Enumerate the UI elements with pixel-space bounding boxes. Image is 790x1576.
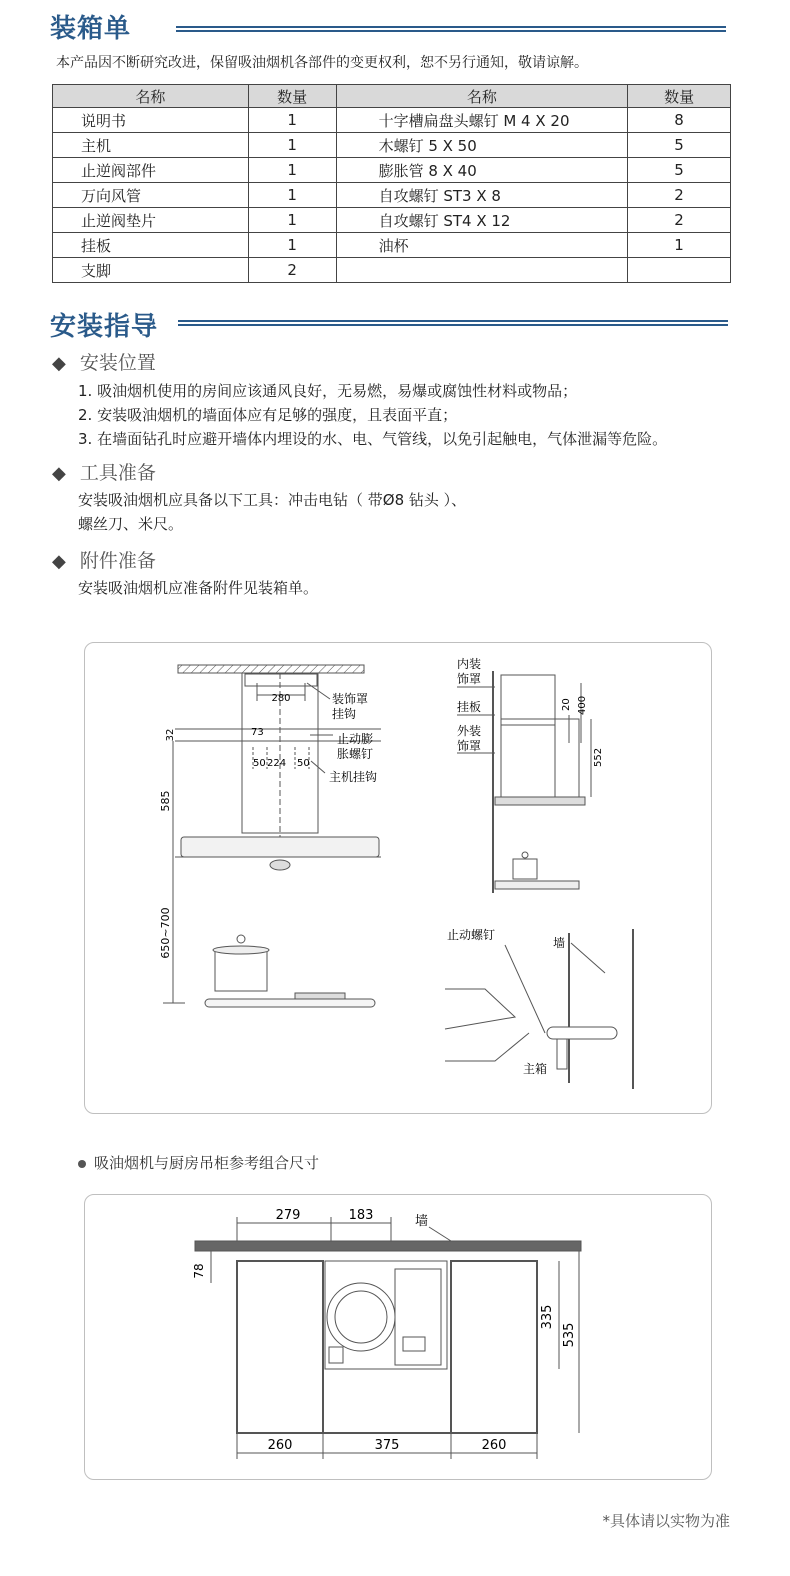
location-heading <box>52 348 156 375</box>
cover-hook-bracket <box>245 674 317 686</box>
guide-title: 安装指导 <box>50 312 159 342</box>
diamond-bullet-icon: ◆ <box>52 353 66 374</box>
dim-335: 335 <box>540 1304 555 1330</box>
label-anchor-1: 止动膨 <box>337 732 374 746</box>
detail-hood-bottom <box>445 1033 529 1061</box>
bullet-dot-icon <box>78 1160 86 1168</box>
packing-notice: 本产品因不断研究改进，保留吸油烟机各部件的变更权利，恕不另行通知，敬请谅解。 <box>56 55 588 71</box>
dim-20: 20 <box>561 698 572 711</box>
cell-qty: 5 <box>628 158 731 183</box>
label-cover-hook-1: 装饰罩 <box>332 692 369 706</box>
dim-78: 78 <box>192 1263 206 1279</box>
tools-heading-text: 工具准备 <box>79 462 156 484</box>
label-wall: 墙 <box>415 1214 429 1229</box>
table-row <box>53 208 731 233</box>
cell-qty: 1 <box>248 158 336 183</box>
dim-260-right: 260 <box>481 1438 507 1453</box>
installation-diagram-panel <box>84 642 712 1114</box>
cell-qty: 1 <box>628 233 731 258</box>
location-heading-text: 安装位置 <box>79 352 156 374</box>
cell-name: 十字槽扁盘头螺钉 M 4 X 20 <box>336 108 628 133</box>
dim-50-right: 50 <box>297 758 310 769</box>
col-header-name-2: 名称 <box>336 85 628 108</box>
side-pot-knob <box>522 852 528 858</box>
leader-line <box>571 943 605 973</box>
label-stop-screw: 止动螺钉 <box>447 928 496 942</box>
label-wall: 墙 <box>553 936 566 950</box>
cell-qty: 1 <box>248 133 336 158</box>
cell-name: 自攻螺钉 ST4 X 12 <box>336 208 628 233</box>
table-row <box>53 258 731 283</box>
pot-knob <box>237 935 245 943</box>
diamond-bullet-icon: ◆ <box>52 463 66 484</box>
stove-top <box>205 999 375 1007</box>
dim-280: 280 <box>271 693 291 704</box>
detail-bracket <box>557 1039 567 1069</box>
cell-qty <box>628 258 731 283</box>
hood-base <box>495 797 585 805</box>
dim-400: 400 <box>577 695 588 715</box>
cell-qty: 2 <box>628 183 731 208</box>
cell-name: 说明书 <box>53 108 249 133</box>
combination-caption-text: 吸油烟机与厨房吊柜参考组合尺寸 <box>94 1154 320 1172</box>
dim-73: 73 <box>251 727 264 738</box>
outer-cover <box>501 719 555 797</box>
table-row <box>53 133 731 158</box>
accessories-heading <box>52 546 156 573</box>
cabinet-diagram <box>85 1195 711 1479</box>
location-item-1: 1. 吸油烟机使用的房间应该通风良好，无易燃，易爆或腐蚀性材料或物品； <box>78 382 578 400</box>
footnote: *具体请以实物为准 <box>602 1512 730 1530</box>
oil-cup <box>270 860 290 870</box>
dim-260-left: 260 <box>267 1438 293 1453</box>
cell-name: 木螺钉 5 X 50 <box>336 133 628 158</box>
location-item-2: 2. 安装吸油烟机的墙面体应有足够的强度，且表面平直； <box>78 406 458 424</box>
diamond-bullet-icon: ◆ <box>52 551 66 572</box>
tools-line-1: 安装吸油烟机应具备以下工具：冲击电钻（ 带Ø8 钻头 ）、 <box>78 491 467 509</box>
label-cover-hook-2: 挂钩 <box>332 707 357 721</box>
cell-qty: 8 <box>628 108 731 133</box>
dim-552: 552 <box>593 747 604 767</box>
side-stove <box>495 881 579 889</box>
dim-32: 32 <box>165 728 176 742</box>
dim-535: 535 <box>562 1322 577 1348</box>
label-plate: 挂板 <box>457 700 482 714</box>
leader-line <box>505 945 545 1033</box>
tools-line-2: 螺丝刀、米尺。 <box>78 515 184 533</box>
packing-title-rule <box>176 26 726 32</box>
fan-inlet <box>335 1291 387 1343</box>
dim-375: 375 <box>374 1438 400 1453</box>
col-header-qty-2: 数量 <box>628 85 731 108</box>
label-main-box: 主箱 <box>523 1062 548 1076</box>
packing-table <box>52 84 731 283</box>
combination-caption <box>78 1152 319 1173</box>
pot <box>215 951 267 991</box>
cell-name: 挂板 <box>53 233 249 258</box>
cell-qty: 2 <box>628 208 731 233</box>
hood-body <box>501 719 579 797</box>
inner-cover <box>501 675 555 725</box>
cell-name <box>336 258 628 283</box>
location-item-3: 3. 在墙面钻孔时应避开墙体内埋设的水、电、气管线，以免引起触电，气体泄漏等危险。 <box>78 430 668 448</box>
packing-table-header <box>53 85 731 108</box>
cell-qty: 2 <box>248 258 336 283</box>
cell-qty: 1 <box>248 183 336 208</box>
cell-name: 油杯 <box>336 233 628 258</box>
accessories-heading-text: 附件准备 <box>79 550 156 572</box>
installation-diagram <box>85 643 711 1113</box>
burner <box>295 993 345 999</box>
guide-title-rule <box>178 320 728 326</box>
right-cabinet <box>451 1261 537 1433</box>
cell-name: 止逆阀部件 <box>53 158 249 183</box>
side-pot <box>513 859 537 879</box>
col-header-qty: 数量 <box>248 85 336 108</box>
dim-650-700: 650~700 <box>159 907 172 959</box>
table-row <box>53 158 731 183</box>
left-cabinet <box>237 1261 323 1433</box>
cell-name: 自攻螺钉 ST3 X 8 <box>336 183 628 208</box>
label-main-hook: 主机挂钩 <box>329 770 378 784</box>
tools-heading <box>52 458 156 485</box>
dim-224: 224 <box>267 758 287 769</box>
label-inner-2: 饰罩 <box>457 672 482 686</box>
cell-name: 万向风管 <box>53 183 249 208</box>
cell-qty: 1 <box>248 233 336 258</box>
label-anchor-2: 胀螺钉 <box>337 747 374 761</box>
cell-name: 膨胀管 8 X 40 <box>336 158 628 183</box>
col-header-name: 名称 <box>53 85 249 108</box>
cell-name: 止逆阀垫片 <box>53 208 249 233</box>
packing-title: 装箱单 <box>50 14 132 44</box>
ceiling-hatch <box>178 665 364 673</box>
table-row <box>53 183 731 208</box>
cell-qty: 1 <box>248 108 336 133</box>
hood-canopy <box>181 837 379 857</box>
cabinet-diagram-panel <box>84 1194 712 1480</box>
pot-lid <box>213 946 269 954</box>
detail-hood-top <box>445 989 515 1029</box>
table-row <box>53 108 731 133</box>
dim-279: 279 <box>275 1208 301 1223</box>
table-row <box>53 233 731 258</box>
wall-beam <box>195 1241 581 1251</box>
cell-name: 主机 <box>53 133 249 158</box>
accessories-text: 安装吸油烟机应准备附件见装箱单。 <box>78 579 319 597</box>
detail-screw <box>547 1027 617 1039</box>
cell-qty: 1 <box>248 208 336 233</box>
leader-line <box>429 1227 451 1241</box>
dim-585: 585 <box>159 790 172 812</box>
cell-qty: 5 <box>628 133 731 158</box>
dim-183: 183 <box>348 1208 374 1223</box>
label-outer-2: 饰罩 <box>457 739 482 753</box>
label-inner-1: 内装 <box>457 657 482 671</box>
label-outer-1: 外装 <box>457 724 482 738</box>
dim-50-left: 50 <box>253 758 266 769</box>
cell-name: 支脚 <box>53 258 249 283</box>
